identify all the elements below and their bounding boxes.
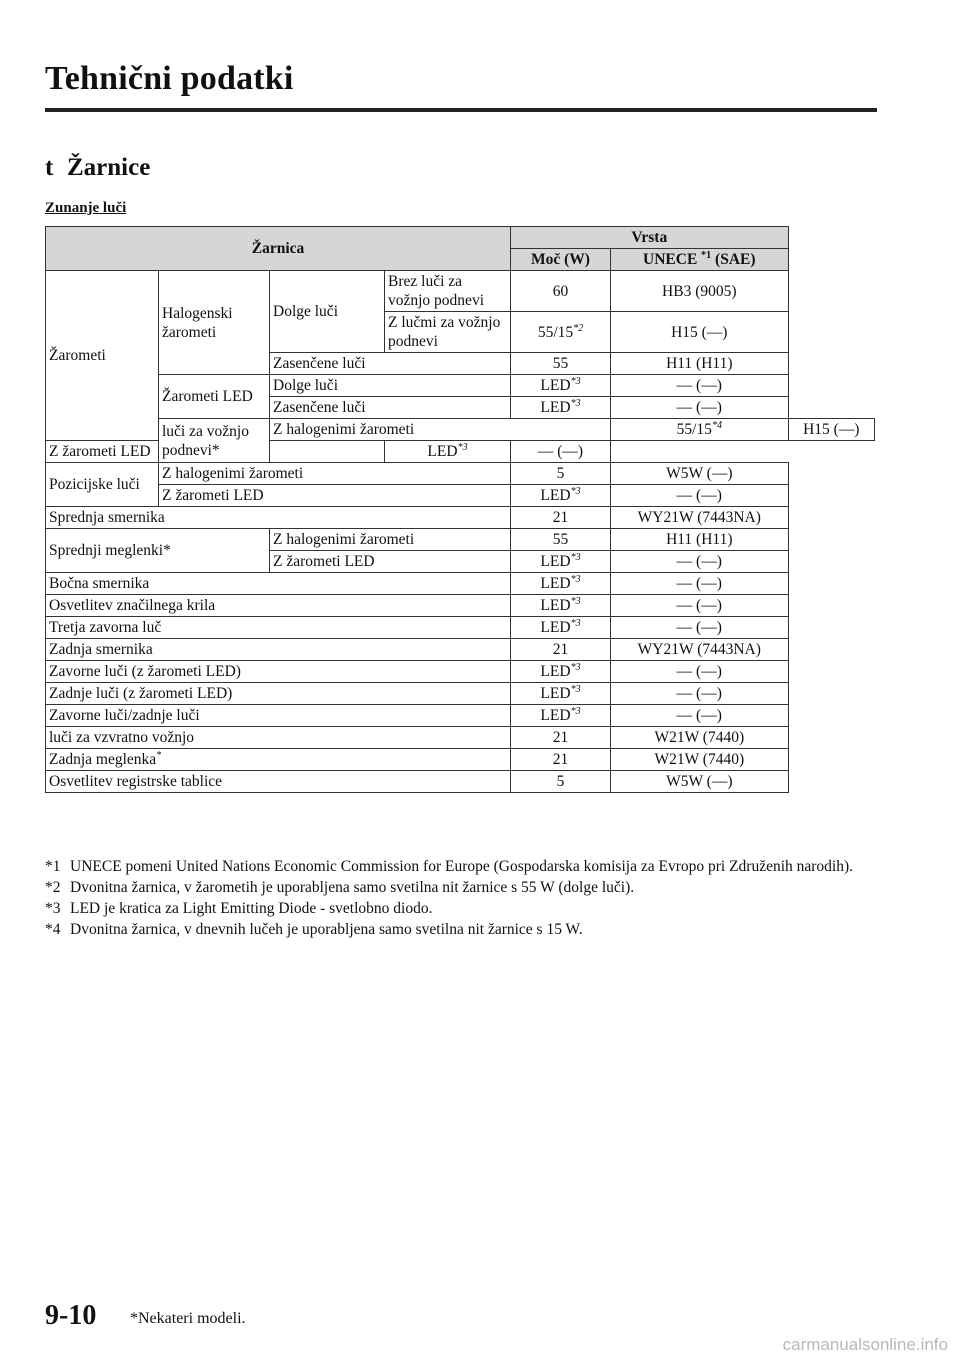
power-value: 55/15 [676,421,712,438]
footnote-mark: *2 [45,879,61,896]
with-halogen-cell: Z halogenimi žarometi [270,529,511,551]
power-cell [511,485,611,507]
power-value: LED [540,553,571,570]
power-cell: 55 [511,529,611,551]
table-row [46,617,875,639]
footnote-mark: *4 [45,921,61,938]
position-cell: Pozicijske luči [46,463,159,507]
power-value: LED [427,443,458,460]
table-row [46,683,875,705]
footnote-ref: * [156,750,162,761]
section-title-text: Žarnice [67,154,151,181]
table-row [46,573,875,595]
power-cell: 21 [511,507,611,529]
footnote-ref: *3 [570,552,581,563]
footer-note: *Nekateri modeli. [130,1310,246,1327]
watermark: carmanualsonline.info [782,1335,948,1354]
power-cell: 21 [511,727,611,749]
subsection-title: Zunanje luči [45,200,127,216]
power-cell [511,551,611,573]
table-header-row [46,227,875,249]
header-unece [611,249,789,271]
footnote-ref: *4 [711,420,722,431]
side-turn-cell: Bočna smernika [46,573,511,595]
type-cell: — (—) [611,573,789,595]
rear-fog-label: Zadnja meglenka [49,751,157,768]
footnote-item [45,899,875,918]
rear-turn-cell: Zadnja smernika [46,639,511,661]
header-type: Vrsta [511,227,789,249]
power-cell [511,617,611,639]
footnote-ref: *3 [570,486,581,497]
type-cell: H15 (—) [611,312,789,353]
power-cell [511,312,611,353]
halogen-headlights-cell: Halogenski žarometi [159,271,270,375]
type-cell: WY21W (7443NA) [611,507,789,529]
with-led-cell: Z žarometi LED [46,441,385,463]
header-unece-sup: *1 [701,250,712,261]
power-value: LED [540,685,571,702]
brake-led-cell: Zavorne luči (z žarometi LED) [46,661,511,683]
power-value: 55/15 [537,323,574,341]
type-cell: H15 (—) [788,419,874,441]
footnote-text: UNECE pomeni United Nations Economic Commission for Europe (Gospodarska komisija za Evropo pri Združenih narodih). [70,858,854,875]
page-title: Tehnični podatki [45,60,294,97]
table-row [46,639,875,661]
header-bulb: Žarnica [46,227,511,271]
title-rule [45,108,877,112]
table-row [46,529,875,551]
power-cell [385,441,511,463]
footnote-ref: *3 [570,596,581,607]
footnote-item [45,878,875,897]
power-value: LED [540,487,571,504]
footnote-mark: *1 [45,858,61,875]
table-row [46,271,875,312]
power-value: LED [540,619,571,636]
footnotes [45,857,875,941]
type-cell: — (—) [611,595,789,617]
footnote-ref: *3 [457,442,468,453]
power-cell [511,375,611,397]
footnote-text: LED je kratica za Light Emitting Diode - svetlobno diodo. [70,900,433,917]
table-row [46,705,875,727]
power-value: LED [540,399,571,416]
front-turn-cell: Sprednja smernika [46,507,511,529]
with-led-cell: Z žarometi LED [159,485,511,507]
type-cell: — (—) [611,661,789,683]
front-fog-cell: Sprednji meglenki* [46,529,270,573]
footnote-ref: *3 [570,662,581,673]
type-cell: — (—) [611,705,789,727]
headlights-cell: Žarometi [46,271,159,441]
with-halogen-cell: Z halogenimi žarometi [270,419,611,441]
power-cell [511,595,611,617]
section-title [45,154,150,182]
table-row [46,595,875,617]
footnote-ref: *3 [570,376,581,387]
power-cell [511,683,611,705]
power-value: LED [540,575,571,592]
table-row [46,463,875,485]
table-row [46,419,875,441]
footnote-ref: *3 [570,706,581,717]
power-value: LED [540,597,571,614]
fender-light-cell: Osvetlitev značilnega krila [46,595,511,617]
with-led-cell: Z žarometi LED [270,551,511,573]
footnote-ref: *3 [570,398,581,409]
rear-fog-cell [46,749,511,771]
footnote-ref: *3 [570,574,581,585]
without-drl-cell: Brez luči za vožnjo podnevi [385,271,511,312]
type-cell: H11 (H11) [611,353,789,375]
power-cell [611,419,789,441]
low-beam-cell: Zasenčene luči [270,353,511,375]
footnote-text: Dvonitna žarnica, v dnevnih lučeh je uporabljena samo svetilna nit žarnice s 15 W. [70,921,583,938]
type-cell: H11 (H11) [611,529,789,551]
type-cell: W5W (—) [611,463,789,485]
tail-led-cell: Zadnje luči (z žarometi LED) [46,683,511,705]
type-cell: — (—) [611,551,789,573]
power-cell: 21 [511,749,611,771]
power-value: LED [540,707,571,724]
power-cell [511,705,611,727]
power-cell [511,573,611,595]
type-cell: — (—) [511,441,611,463]
high-beam-cell: Dolge luči [270,375,511,397]
low-beam-cell: Zasenčene luči [270,397,511,419]
footnote-ref: *2 [573,322,584,334]
header-power: Moč (W) [511,249,611,271]
power-value: LED [540,377,571,394]
power-cell: 5 [511,771,611,793]
section-marker: t [45,154,54,181]
type-cell: W5W (—) [611,771,789,793]
with-halogen-cell: Z halogenimi žarometi [159,463,511,485]
power-cell: 60 [511,271,611,312]
header-unece-text: UNECE [643,251,698,268]
table-row [46,507,875,529]
table-row [46,375,875,397]
table-row [46,661,875,683]
power-cell: 21 [511,639,611,661]
footnote-item [45,857,875,876]
type-cell: W21W (7440) [611,749,789,771]
power-cell: 55 [511,353,611,375]
type-cell: — (—) [611,397,789,419]
led-headlights-cell: Žarometi LED [159,375,270,419]
type-cell: — (—) [611,617,789,639]
footnote-mark: *3 [45,900,61,917]
power-cell [511,661,611,683]
footnote-item [45,920,875,939]
type-cell: WY21W (7443NA) [611,639,789,661]
reverse-cell: luči za vzvratno vožnjo [46,727,511,749]
type-cell: HB3 (9005) [611,271,789,312]
drl-cell: luči za vožnjo podnevi* [159,419,270,463]
footnote-text: Dvonitna žarnica, v žarometih je uporabljena samo svetilna nit žarnice s 55 W (dolge luči). [70,879,635,896]
bulb-table [45,226,875,793]
brake-tail-cell: Zavorne luči/zadnje luči [46,705,511,727]
type-cell: — (—) [611,683,789,705]
power-cell: 5 [511,463,611,485]
third-brake-cell: Tretja zavorna luč [46,617,511,639]
power-cell [511,397,611,419]
footnote-ref: *3 [570,684,581,695]
footnote-ref: *3 [570,618,581,629]
table-row [46,771,875,793]
plate-cell: Osvetlitev registrske tablice [46,771,511,793]
type-cell: W21W (7440) [611,727,789,749]
type-cell: — (—) [611,375,789,397]
power-value: LED [540,663,571,680]
page-number: 9-10 [45,1300,97,1331]
high-beam-cell: Dolge luči [270,271,385,353]
table-row [46,485,875,507]
table-row [46,727,875,749]
type-cell: — (—) [611,485,789,507]
table-row [46,749,875,771]
with-drl-cell: Z lučmi za vožnjo podnevi [385,312,511,353]
header-sae-text: (SAE) [715,251,756,268]
